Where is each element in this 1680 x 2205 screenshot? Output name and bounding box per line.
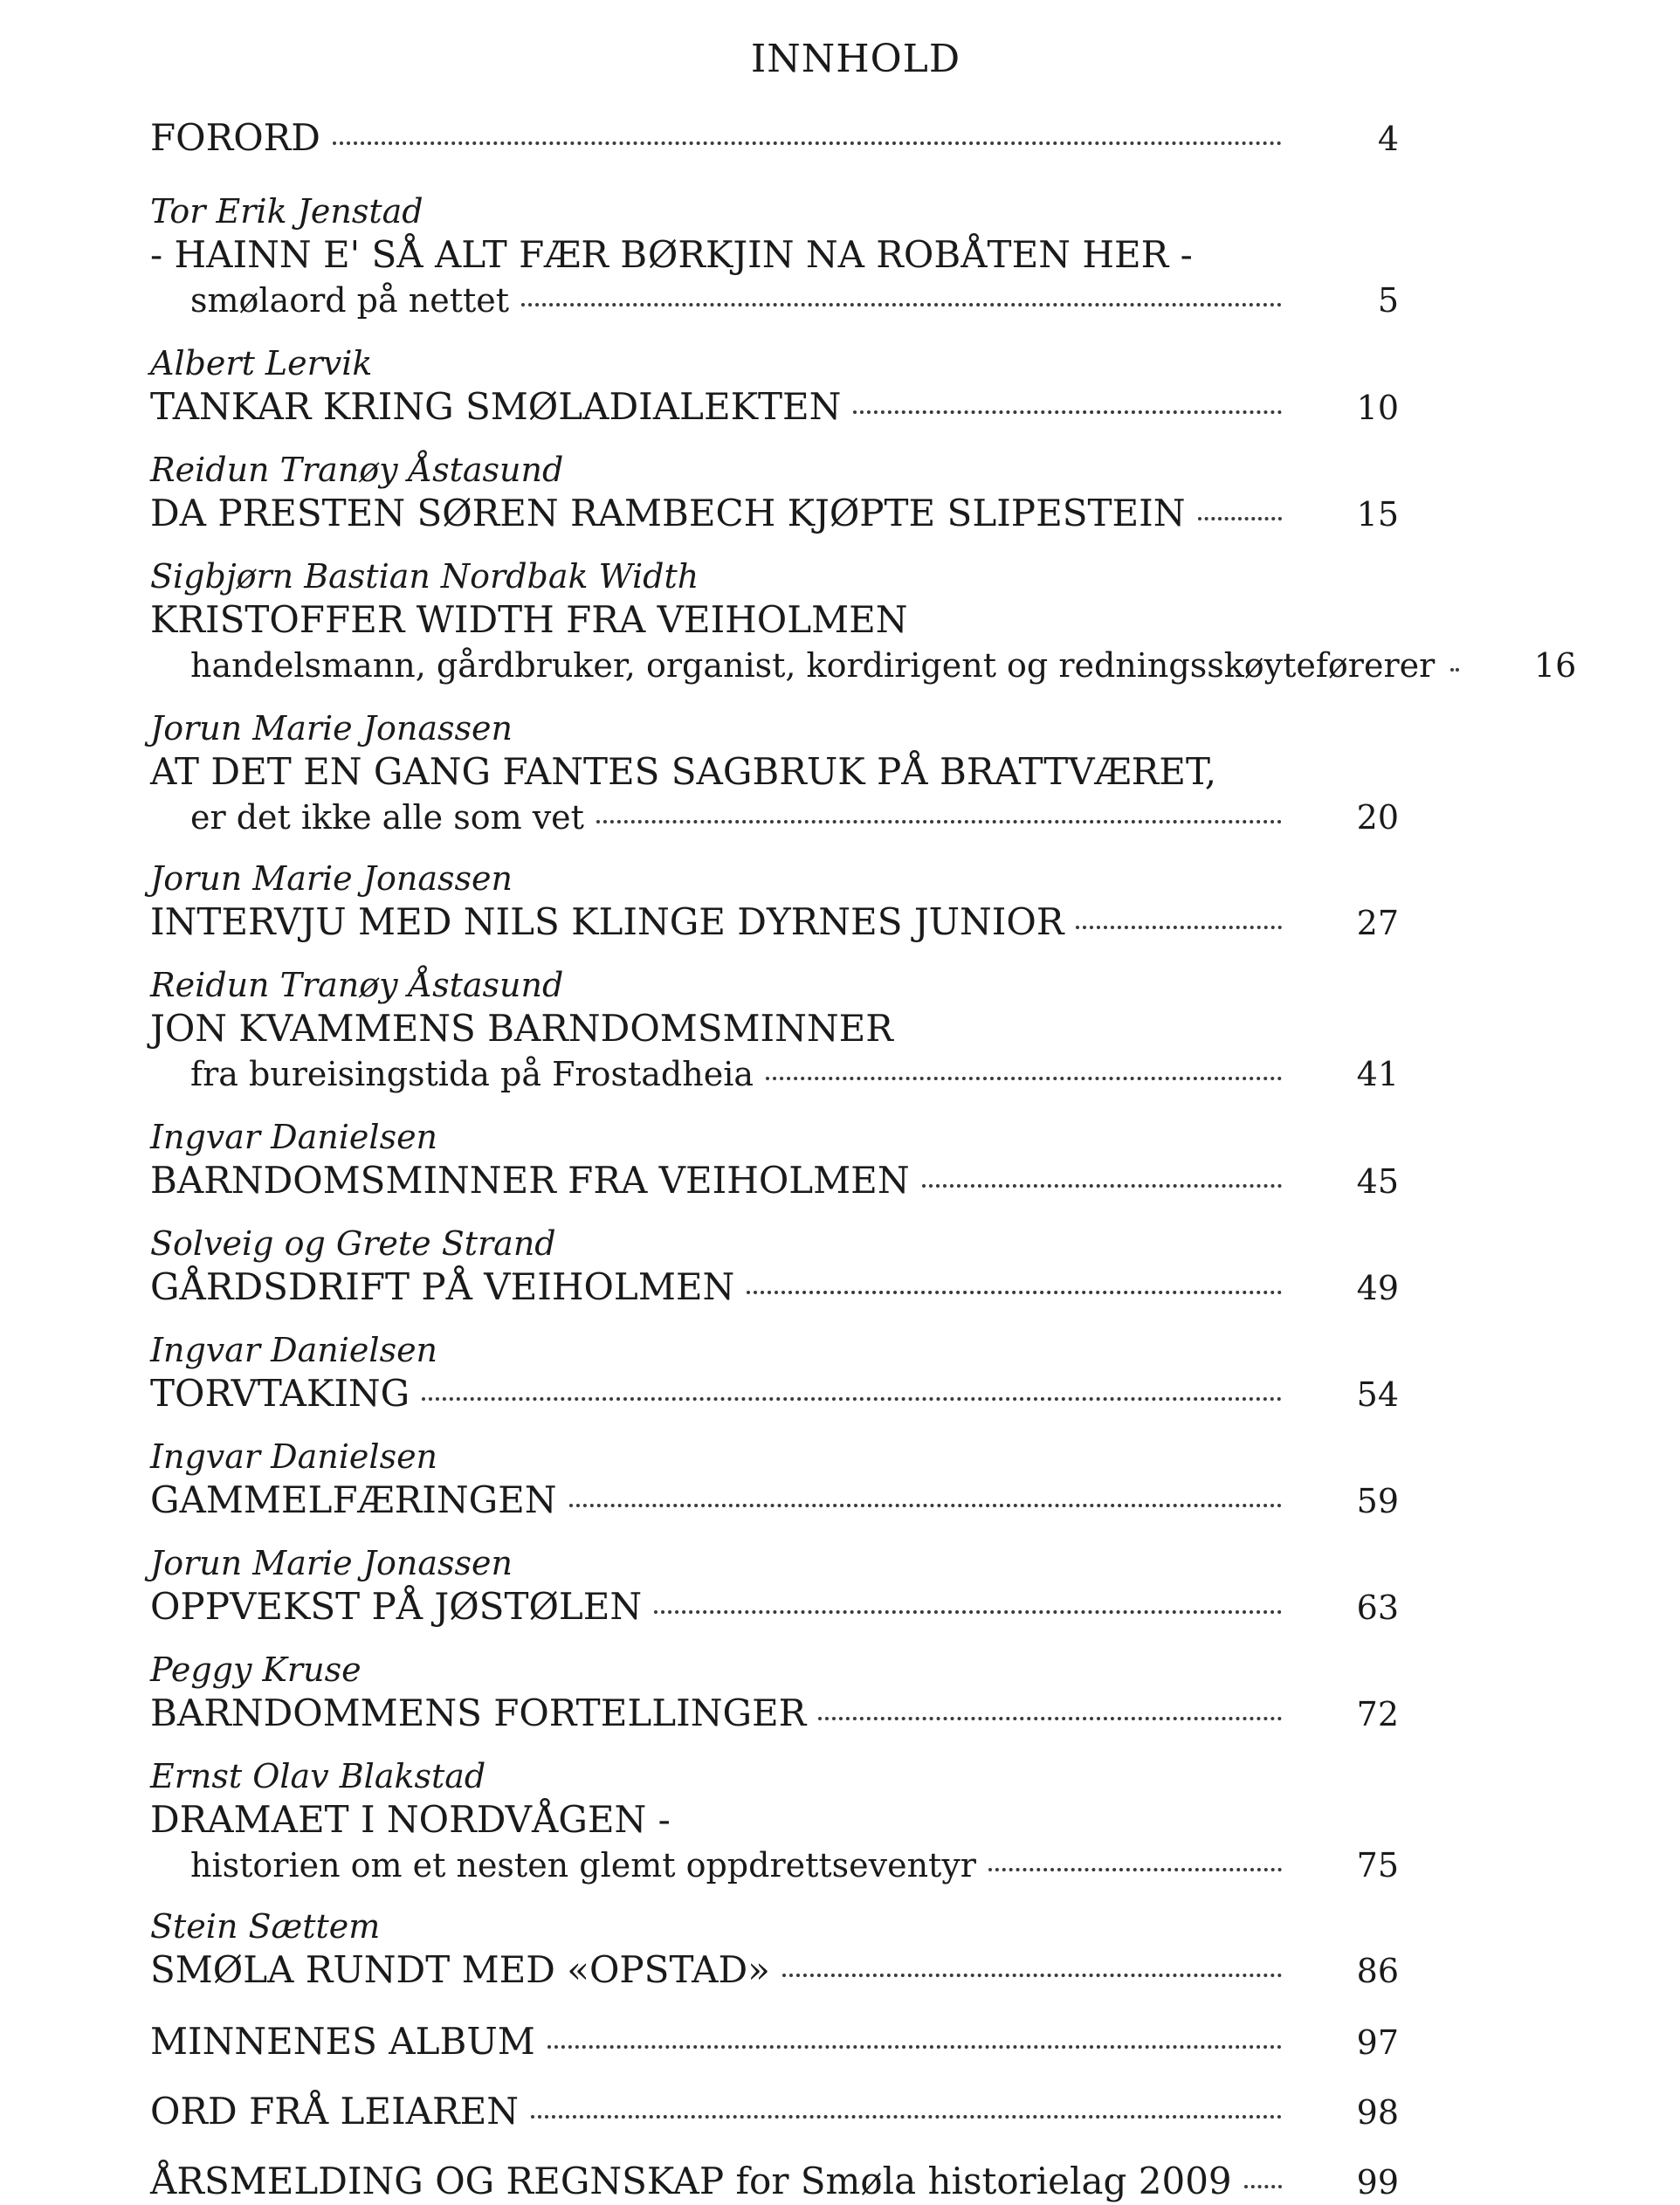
toc-entry-title-row (150, 2159, 1399, 2204)
dot-leader (596, 820, 1282, 823)
toc-entry-title: BARNDOMSMINNER FRA VEIHOLMEN (150, 1159, 910, 1202)
toc-entry-subtitle: fra bureisingstida på Frostadheia (190, 1055, 754, 1093)
toc-entry-title: GÅRDSDRIFT PÅ VEIHOLMEN (150, 1265, 735, 1308)
toc-entry-author: Tor Erik Jenstad (150, 192, 423, 231)
toc-entry-author: Reidun Tranøy Åstasund (150, 966, 564, 1004)
toc-entry-author: Solveig og Grete Strand (150, 1224, 556, 1263)
toc-entry-author: Jorun Marie Jonassen (150, 709, 513, 748)
toc-entry-title-row (150, 1478, 1399, 1523)
toc-entry-title-row (150, 232, 1399, 278)
toc-entry-page-number: 15 (1356, 495, 1399, 534)
toc-entry-page-number: 16 (1533, 646, 1577, 685)
toc-entry-title-row (150, 384, 1399, 430)
toc-entry-title-row (150, 1006, 1399, 1051)
toc-entry (150, 2019, 1399, 2064)
toc-entry (150, 1905, 1399, 1993)
dot-leader (1244, 2185, 1282, 2188)
toc-entry-author: Ernst Olav Blakstad (150, 1757, 486, 1795)
toc-entry-title: TORVTAKING (150, 1372, 410, 1415)
toc-entry-author: Peggy Kruse (150, 1650, 361, 1689)
toc-entry-author: Ingvar Danielsen (150, 1118, 438, 1156)
toc-entry-author: Stein Sættem (150, 1907, 381, 1946)
toc-entry-title-row (150, 1264, 1399, 1310)
toc-entry-title: ORD FRÅ LEIAREN (150, 2090, 520, 2133)
toc-entry (150, 1755, 1399, 1888)
toc-entry-title-row (150, 1158, 1399, 1203)
toc-entry-title: JON KVAMMENS BARNDOMSMINNER (150, 1007, 893, 1050)
dot-leader (747, 1291, 1282, 1294)
dot-leader (422, 1397, 1282, 1401)
dot-leader (1198, 517, 1282, 520)
dot-leader (853, 410, 1282, 414)
toc-entry-author: Ingvar Danielsen (150, 1437, 438, 1476)
toc-entry-author: Albert Lervik (150, 344, 373, 382)
dot-leader (766, 1077, 1282, 1080)
toc-entry-title-row (150, 491, 1399, 536)
toc-entry-title: GAMMELFÆRINGEN (150, 1478, 557, 1521)
toc-entry-page-number: 98 (1356, 2093, 1399, 2132)
toc-entry-page-number: 63 (1356, 1588, 1399, 1627)
toc-entry-title: MINNENES ALBUM (150, 2020, 535, 2063)
dot-leader (1076, 926, 1282, 929)
toc-entry-page-number: 45 (1356, 1162, 1399, 1201)
dot-leader (1450, 668, 1459, 672)
toc-entry-title: ÅRSMELDING OG REGNSKAP for Smøla historielag 2009 (150, 2160, 1232, 2202)
dot-leader (547, 2045, 1282, 2049)
toc-entry-title: DA PRESTEN SØREN RAMBECH KJØPTE SLIPESTEIN (150, 492, 1186, 534)
table-of-contents (150, 115, 1577, 2204)
dot-leader (569, 1504, 1282, 1507)
toc-entry-title-row (150, 1797, 1399, 1843)
toc-entry-subtitle: er det ikke alle som vet (190, 798, 584, 837)
toc-entry-page-number: 72 (1356, 1695, 1399, 1733)
toc-entry (150, 190, 1399, 323)
toc-entry-subtitle-row (150, 278, 1399, 323)
toc-entry-title: INTERVJU MED NILS KLINGE DYRNES JUNIOR (150, 900, 1064, 943)
dot-leader (654, 1610, 1282, 1614)
dot-leader (333, 141, 1282, 145)
toc-entry-subtitle-row (150, 1843, 1399, 1888)
toc-entry-page-number: 5 (1377, 281, 1399, 320)
toc-entry-page-number: 4 (1377, 120, 1399, 158)
toc-entry-subtitle-row (150, 1051, 1399, 1097)
toc-entry (150, 342, 1399, 430)
toc-entry-page-number: 41 (1356, 1055, 1399, 1093)
toc-entry (150, 2159, 1399, 2204)
toc-entry (150, 115, 1399, 161)
toc-entry (150, 1329, 1399, 1416)
toc-entry-author: Sigbjørn Bastian Nordbak Width (150, 557, 699, 596)
toc-entry-title-row (150, 1371, 1399, 1416)
toc-entry-title-row (150, 899, 1399, 945)
page-heading: INNHOLD (750, 37, 961, 81)
toc-entry-author: Jorun Marie Jonassen (150, 1544, 513, 1582)
toc-entry-title: AT DET EN GANG FANTES SAGBRUK PÅ BRATTVÆRET, (150, 750, 1217, 793)
toc-entry (150, 964, 1399, 1097)
toc-entry-title-row (150, 2089, 1399, 2134)
toc-entry-page-number: 97 (1356, 2023, 1399, 2062)
toc-entry-title: BARNDOMMENS FORTELLINGER (150, 1692, 807, 1734)
toc-entry-page-number: 99 (1356, 2163, 1399, 2202)
toc-entry-title: - HAINN E' SÅ ALT FÆR BØRKJIN NA ROBÅTEN HER - (150, 233, 1193, 276)
toc-entry-title-row (150, 597, 1399, 643)
toc-entry (150, 707, 1399, 840)
toc-entry-author: Jorun Marie Jonassen (150, 859, 513, 898)
dot-leader (818, 1717, 1282, 1720)
toc-entry-title-row (150, 115, 1399, 161)
dot-leader (521, 303, 1282, 307)
toc-entry-author: Ingvar Danielsen (150, 1331, 438, 1369)
toc-entry (150, 1223, 1399, 1310)
toc-entry-title: OPPVEKST PÅ JØSTØLEN (150, 1585, 643, 1628)
dot-leader (531, 2115, 1282, 2119)
toc-entry-subtitle: historien om et nesten glemt oppdrettseventyr (190, 1846, 976, 1885)
toc-entry (150, 2089, 1399, 2134)
toc-entry (150, 1436, 1399, 1523)
toc-entry-subtitle-row (150, 795, 1399, 840)
toc-entry-author: Reidun Tranøy Åstasund (150, 451, 564, 489)
toc-entry-title-row (150, 749, 1399, 795)
toc-entry-title-row (150, 1584, 1399, 1630)
toc-entry-page-number: 10 (1356, 389, 1399, 427)
toc-entry-title: FORORD (150, 116, 320, 159)
toc-entry-page-number: 75 (1356, 1846, 1399, 1885)
toc-entry-subtitle: smølaord på nettet (190, 281, 509, 320)
toc-entry-title: TANKAR KRING SMØLADIALEKTEN (150, 385, 842, 428)
toc-entry-page-number: 27 (1356, 904, 1399, 942)
toc-entry (150, 858, 1399, 945)
dot-leader (988, 1868, 1282, 1871)
toc-entry-subtitle-row (150, 643, 1577, 688)
toc-entry-subtitle: handelsmann, gårdbruker, organist, kordirigent og redningsskøyteførerer (190, 646, 1436, 685)
toc-entry (150, 449, 1399, 536)
toc-entry-page-number: 54 (1356, 1375, 1399, 1414)
toc-entry (150, 555, 1577, 688)
toc-entry-title-row (150, 2019, 1399, 2064)
toc-entry-page-number: 86 (1356, 1952, 1399, 1990)
toc-entry-title-row (150, 1947, 1399, 1993)
toc-entry-title-row (150, 1691, 1399, 1736)
dot-leader (782, 1974, 1282, 1977)
toc-entry (150, 1649, 1399, 1736)
toc-entry-title: SMØLA RUNDT MED «OPSTAD» (150, 1948, 770, 1991)
toc-entry (150, 1116, 1399, 1203)
toc-entry-page-number: 49 (1356, 1269, 1399, 1307)
toc-entry (150, 1542, 1399, 1630)
toc-entry-title: DRAMAET I NORDVÅGEN - (150, 1798, 671, 1841)
toc-entry-title: KRISTOFFER WIDTH FRA VEIHOLMEN (150, 598, 908, 641)
toc-entry-page-number: 59 (1356, 1482, 1399, 1520)
toc-entry-page-number: 20 (1356, 798, 1399, 837)
dot-leader (922, 1184, 1282, 1188)
